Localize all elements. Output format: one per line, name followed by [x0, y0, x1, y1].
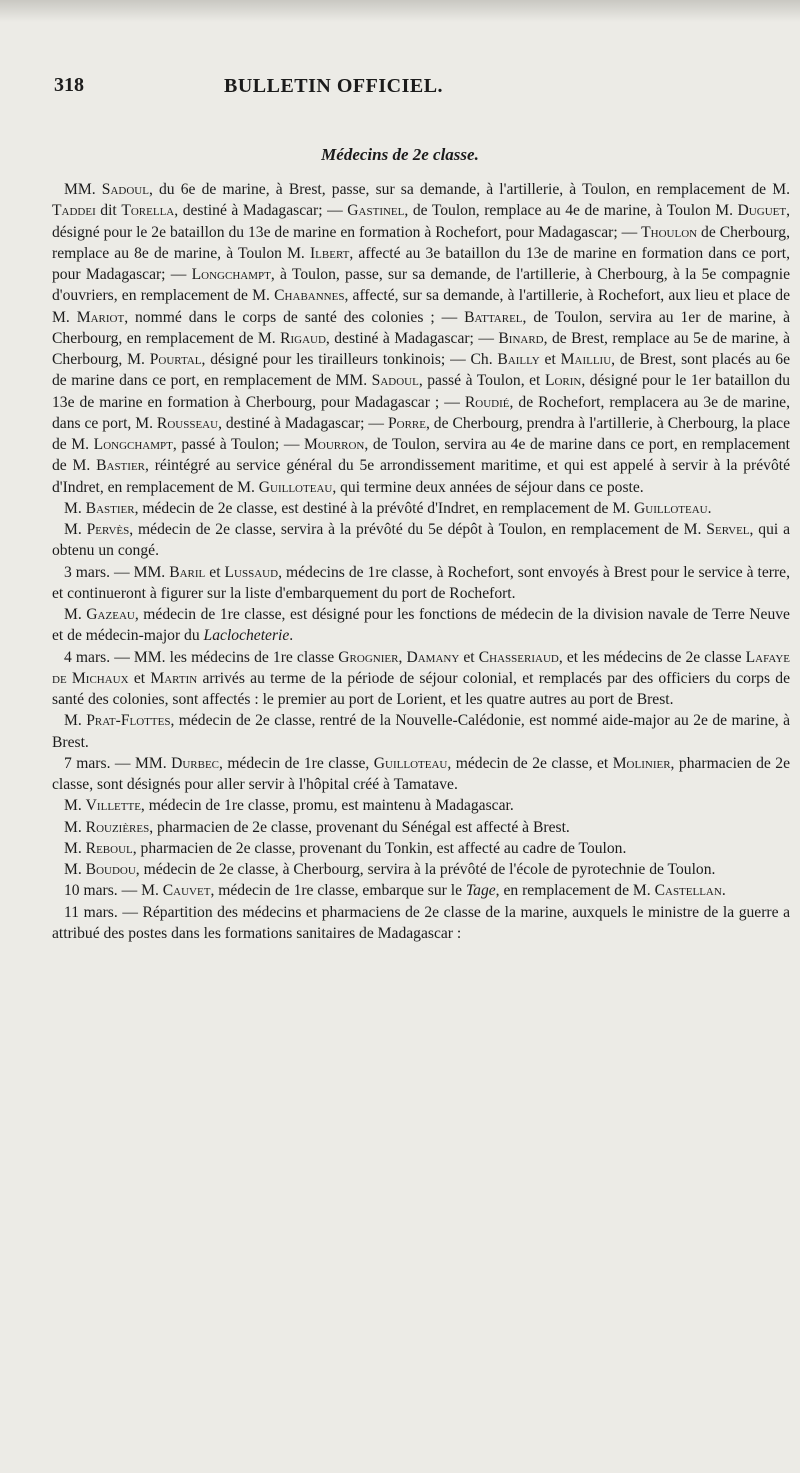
- person-name: Molinier: [612, 754, 671, 772]
- person-name: Bastier: [85, 499, 135, 517]
- person-name: Bastier: [96, 457, 145, 475]
- paragraph-7-mars: 7 mars. — MM. Durbec, médecin de 1re classe, Guilloteau, médecin de 2e classe, et Molinier, pharmacien de 2e classe, sont désignés pour aller servir à l'hôpital créé à Tamatave.: [52, 754, 790, 793]
- paragraph-mutations: MM. Sadoul, du 6e de marine, à Brest, passe, sur sa demande, à l'artillerie, à Toulon, en remplacement de M. Taddei dit Torella, destiné à Madagascar; — Gastinel, de Toulon, remplace au 4e de marine, à Toulon M. Duguet, désigné pour le 2e bataillon du 13e de marine en formation à Rochefort, pour Madagascar; — Thoulon de Cherbourg, remplace au 8e de marine, à Toulon M. Ilbert, affecté au 3e bataillon du 13e de marine en formation dans ce port, pour Madagascar; — Longchampt, à Toulon, passe, sur sa demande, de l'artillerie, à Cherbourg, à la 5e compagnie d'ouvriers, en remplacement de M. Chabannes, affecté, sur sa demande, à l'artillerie, à Rochefort, aux lieu et place de M. Mariot, nommé dans le corps de santé des colonies ; — Battarel, de Toulon, servira au 1er de marine, à Cherbourg, en remplacement de M. Rigaud, destiné à Madagascar; — Binard, de Brest, remplace au 5e de marine, à Cherbourg, M. Pourtal, désigné pour les tirailleurs tonkinois; — Ch. Bailly et Mailliu, de Brest, sont placés au 6e de marine dans ce port, en remplacement de MM. Sadoul, passé à Toulon, et Lorin, désigné pour le 1er bataillon du 13e de marine en formation à Cherbourg, pour Madagascar ; — Roudié, de Rochefort, remplacera au 3e de marine, dans ce port, M. Rousseau, destiné à Madagascar; — Porre, de Cherbourg, prendra à l'artillerie, à Cherbourg, la place de M. Longchampt, passé à Toulon; — Mourron, de Toulon, servira au 4e de marine dans ce port, en remplacement de M. Bastier, réintégré au service général du 5e arrondissement maritime, et qui est appelé à servir à la prévôté d'Indret, en remplacement de M. Guilloteau, qui termine deux années de séjour dans ce poste.: [52, 181, 791, 496]
- person-name: Longchampt: [191, 266, 271, 283]
- running-title: BULLETIN OFFICIEL.: [224, 75, 444, 97]
- person-name: Torella: [121, 202, 175, 220]
- paragraph-3-mars: 3 mars. — MM. Baril et Lussaud, médecins de 1re classe, à Rochefort, sont envoyés à Brest pour le service à terre, et continueront à figurer sur la liste d'embarquement du port de Rochefort.: [52, 563, 790, 602]
- person-name: Lorin: [544, 372, 582, 390]
- person-name: Baril: [169, 563, 206, 581]
- person-name: Martin: [150, 669, 198, 687]
- paragraph-gazeau: M. Gazeau, médecin de 1re classe, est désigné pour les fonctions de médecin de la division navale de Terre Neuve et de médecin-major du Laclocheterie.: [52, 606, 790, 645]
- person-name: Lafaye de Michaux: [52, 648, 791, 687]
- ship-name: Laclocheterie: [203, 627, 290, 645]
- person-name: Boudou: [85, 861, 136, 878]
- paragraph-4-mars: 4 mars. — MM. les médecins de 1re classe Grognier, Damany et Chasseriaud, et les médecins de 2e classe Lafaye de Michaux et Martin arrivés au terme de la période de séjour colonial, et remplacés par des officiers du corps de santé des colonies, sont affectés : le premier au port de Lorient, et les quatre autres au port de Brest.: [52, 648, 791, 708]
- paragraph-boudou: M. Boudou, médecin de 2e classe, à Cherbourg, servira à la prévôté de l'école de pyrotechnie de Toulon.: [64, 861, 716, 878]
- person-name: Rouzières: [85, 818, 150, 836]
- person-name: Mariot: [76, 308, 125, 326]
- person-name: Mailliu: [560, 351, 612, 368]
- person-name: Pourtal: [149, 351, 202, 368]
- person-name: Battarel: [464, 308, 523, 326]
- paragraph-rouzieres: M. Rouzières, pharmacien de 2e classe, provenant du Sénégal est affecté à Brest.: [64, 818, 570, 836]
- person-name: Rigaud: [280, 329, 326, 347]
- person-name: Servel: [706, 521, 750, 538]
- person-name: Pervès: [86, 521, 130, 538]
- person-name: Sadoul: [371, 372, 419, 390]
- person-name: Durbec: [171, 754, 220, 772]
- person-name: Chasseriaud: [478, 648, 559, 666]
- person-name: Gazeau: [86, 606, 135, 623]
- person-name: Guilloteau: [634, 499, 708, 517]
- ship-name: Tage: [465, 882, 496, 900]
- person-name: Chabannes: [274, 287, 345, 305]
- person-name: Roudié: [464, 393, 510, 411]
- person-name: Sadoul: [101, 181, 149, 198]
- person-name: Porre: [387, 414, 426, 432]
- page-header: [54, 72, 784, 102]
- body-text: [52, 179, 790, 944]
- paragraph-10-mars: 10 mars. — M. Cauvet, médecin de 1re classe, embarque sur le Tage, en remplacement de M. Castellan.: [64, 882, 726, 900]
- person-name: Castellan: [654, 882, 722, 900]
- paragraph-perves: M. Pervès, médecin de 2e classe, servira à la prévôté du 5e dépôt à Toulon, en remplacement de M. Servel, qui a obtenu un congé.: [52, 521, 790, 560]
- paragraph-prat-flottes: M. Prat-Flottes, médecin de 2e classe, rentré de la Nouvelle-Calédonie, est nommé aide-major au 2e de marine, à Brest.: [52, 712, 790, 751]
- section-title: Médecins de 2e classe.: [321, 145, 479, 164]
- person-name: Ilbert: [309, 244, 350, 262]
- paragraph-bastier: M. Bastier, médecin de 2e classe, est destiné à la prévôté d'Indret, en remplacement de M. Guilloteau.: [64, 499, 712, 517]
- person-name: Reboul: [85, 839, 133, 857]
- person-name: Lussaud: [224, 563, 279, 581]
- paragraph-11-mars: 11 mars. — Répartition des médecins et pharmaciens de 2e classe de la marine, auxquels le ministre de la guerre a attribué des postes dans les formations sanitaires de Madagascar :: [52, 903, 790, 942]
- person-name: Guilloteau: [373, 754, 448, 772]
- person-name: Gastinel: [347, 202, 405, 220]
- person-name: Damany: [406, 648, 460, 666]
- person-name: Prat-Flottes: [86, 712, 171, 730]
- paragraph-villette: M. Villette, médecin de 1re classe, promu, est maintenu à Madagascar.: [64, 797, 514, 815]
- person-name: Thoulon: [641, 223, 698, 241]
- person-name: Rousseau: [156, 414, 219, 432]
- scan-edge-shadow: [0, 0, 800, 22]
- person-name: Grognier: [338, 648, 399, 666]
- page-number: 318: [54, 74, 84, 96]
- person-name: Duguet: [737, 202, 787, 220]
- person-name: Villette: [85, 797, 141, 815]
- person-name: Mourron: [304, 436, 365, 453]
- person-name: Guilloteau: [258, 478, 333, 496]
- person-name: Binard: [498, 329, 544, 347]
- person-name: Taddei: [52, 202, 96, 220]
- person-name: Longchampt: [93, 436, 173, 453]
- person-name: Bailly: [497, 351, 540, 368]
- paragraph-reboul: M. Reboul, pharmacien de 2e classe, provenant du Tonkin, est affecté au cadre de Toulon.: [64, 839, 627, 857]
- person-name: Cauvet: [162, 882, 211, 900]
